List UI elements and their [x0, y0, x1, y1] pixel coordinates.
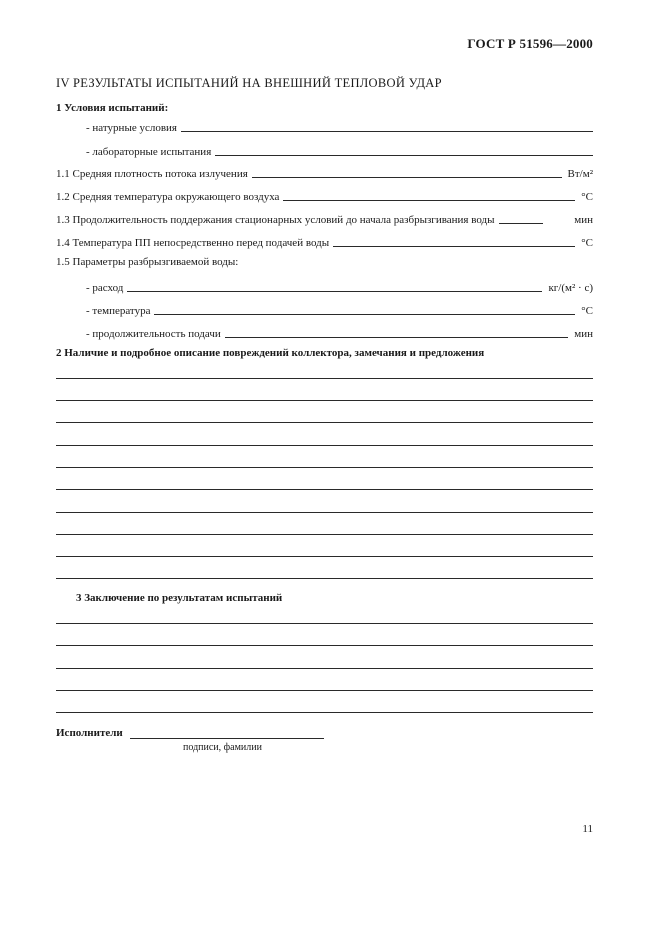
writing-line[interactable] [56, 690, 593, 691]
field-label: - расход [86, 282, 124, 294]
part3-heading: 3 Заключение по результатам испытаний [76, 592, 283, 604]
writing-line[interactable] [56, 556, 593, 557]
field-steady-state-duration[interactable] [56, 212, 593, 226]
field-label: 1.4 Температура ПП непосредственно перед подачей воды [56, 237, 330, 249]
writing-line[interactable] [56, 489, 593, 490]
unit-label: мин [574, 328, 593, 340]
field-label: 1.2 Средняя температура окружающего воздуха [56, 191, 280, 203]
fill-line[interactable] [154, 314, 575, 315]
field-natural-conditions[interactable] [86, 120, 593, 134]
field-label: - температура [86, 305, 151, 317]
field-label: 1.3 Продолжительность поддержания стационарных условий до начала разбрызгивания воды [56, 214, 495, 226]
field-radiation-flux[interactable] [56, 166, 593, 180]
field-air-temperature[interactable] [56, 189, 593, 203]
writing-line[interactable] [56, 512, 593, 513]
page-number: 11 [582, 823, 593, 835]
unit-label: °С [581, 237, 593, 249]
writing-line[interactable] [56, 645, 593, 646]
part2-heading: 2 Наличие и подробное описание повреждений коллектора, замечания и предложения [56, 347, 485, 359]
field-pp-temperature[interactable] [56, 235, 593, 249]
signature-line[interactable] [130, 738, 324, 739]
section-title: IV РЕЗУЛЬТАТЫ ИСПЫТАНИЙ НА ВНЕШНИЙ ТЕПЛОВОЙ УДАР [56, 76, 442, 90]
fill-line[interactable] [181, 131, 593, 132]
signature-caption: подписи, фамилии [183, 742, 262, 753]
writing-line[interactable] [56, 668, 593, 669]
fill-line[interactable] [499, 223, 543, 224]
fill-line[interactable] [215, 155, 593, 156]
part1-heading: 1 Условия испытаний: [56, 102, 169, 114]
field-water-temperature[interactable] [86, 303, 593, 317]
fill-line[interactable] [283, 200, 575, 201]
writing-line[interactable] [56, 712, 593, 713]
fill-line[interactable] [252, 177, 562, 178]
document-code: ГОСТ Р 51596—2000 [467, 36, 593, 51]
field-label: - натурные условия [86, 122, 177, 134]
field-lab-tests[interactable] [86, 144, 593, 158]
writing-line[interactable] [56, 378, 593, 379]
writing-line[interactable] [56, 578, 593, 579]
signature-label: Исполнители [56, 727, 123, 739]
field-water-flow[interactable] [86, 280, 593, 294]
fill-line[interactable] [333, 246, 575, 247]
unit-label: °С [581, 305, 593, 317]
unit-label: °С [581, 191, 593, 203]
fill-line[interactable] [225, 337, 569, 338]
writing-line[interactable] [56, 623, 593, 624]
field-supply-duration[interactable] [86, 326, 593, 340]
writing-line[interactable] [56, 422, 593, 423]
unit-label: Вт/м² [567, 168, 593, 180]
writing-line[interactable] [56, 534, 593, 535]
field-label: - лабораторные испытания [86, 146, 212, 158]
writing-line[interactable] [56, 467, 593, 468]
field-label: 1.1 Средняя плотность потока излучения [56, 168, 248, 180]
fill-line[interactable] [127, 291, 542, 292]
unit-label: кг/(м² · с) [548, 282, 593, 294]
unit-label: мин [574, 214, 593, 226]
writing-line[interactable] [56, 400, 593, 401]
writing-line[interactable] [56, 445, 593, 446]
field-label: - продолжительность подачи [86, 328, 221, 340]
water-params-heading: 1.5 Параметры разбрызгиваемой воды: [56, 256, 239, 268]
